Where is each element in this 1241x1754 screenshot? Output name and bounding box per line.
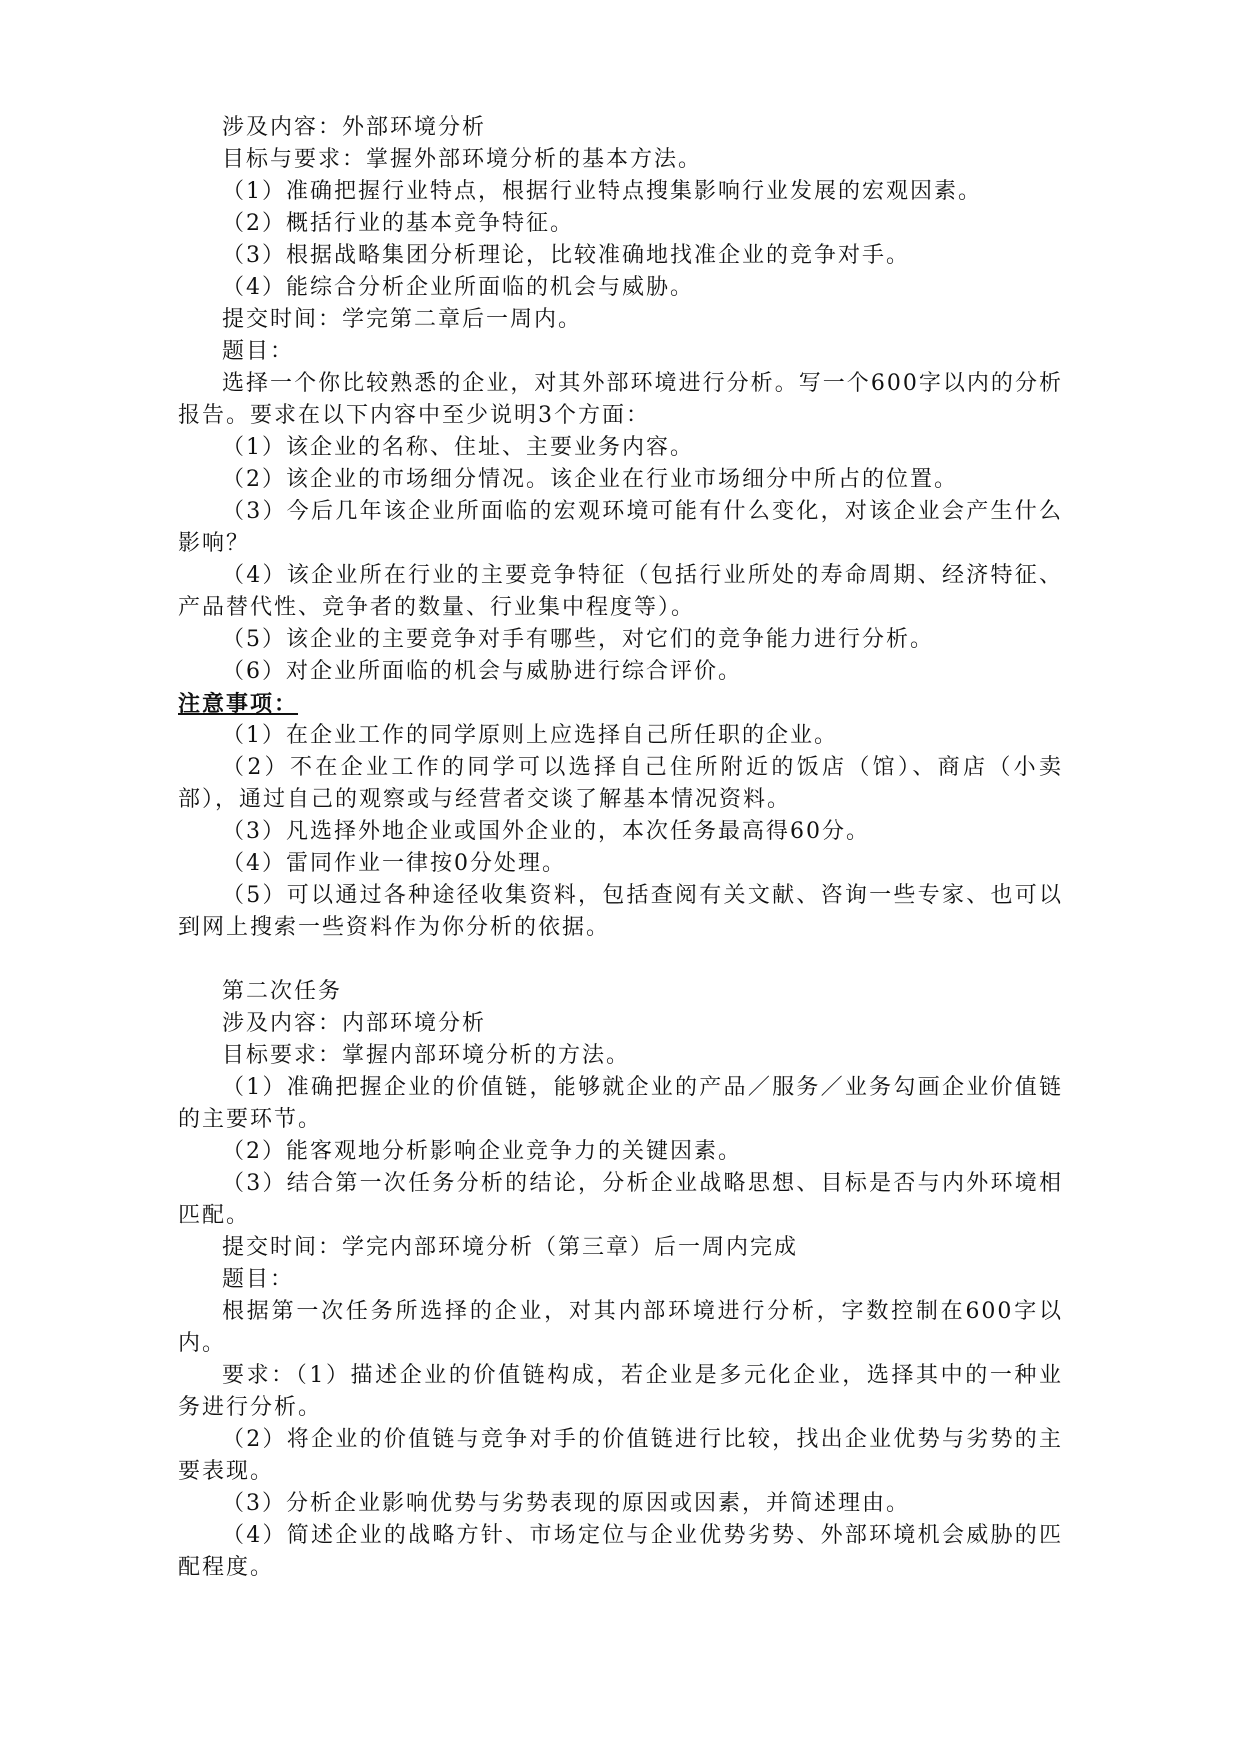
notice-item: （2）不在企业工作的同学可以选择自己住所附近的饭店（馆）、商店（小卖部），通过自己的观察或与经营者交谈了解基本情况资料。	[178, 755, 1063, 812]
task1-submit-line: 提交时间：学完第二章后一周内。	[222, 307, 583, 332]
task2-requirement-item: （2）将企业的价值链与竞争对手的价值链进行比较，找出企业优势与劣势的主要表现。	[178, 1427, 1063, 1484]
task1-goal-item: （2）概括行业的基本竞争特征。	[222, 211, 574, 236]
notice-title: 注意事项：	[178, 691, 299, 717]
notice-item: （5）可以通过各种途径收集资料，包括查阅有关文献、咨询一些专家、也可以到网上搜索一些资料作为你分析的依据。	[178, 883, 1063, 940]
task1-goal-item: （1）准确把握行业特点，根据行业特点搜集影响行业发展的宏观因素。	[222, 179, 982, 204]
task1-requirement-item: （2）该企业的市场细分情况。该企业在行业市场细分中所占的位置。	[222, 467, 958, 492]
notice-item: （1）在企业工作的同学原则上应选择自己所任职的企业。	[222, 723, 838, 748]
document-page	[178, 112, 1063, 1584]
task2-goal-item: （2）能客观地分析影响企业竞争力的关键因素。	[222, 1139, 742, 1164]
task1-goal-item: （3）根据战略集团分析理论，比较准确地找准企业的竞争对手。	[222, 243, 910, 268]
task1-topic-text: 选择一个你比较熟悉的企业，对其外部环境进行分析。写一个600字以内的分析报告。要求在以下内容中至少说明3个方面：	[178, 371, 1063, 428]
task2-content-line: 涉及内容：内部环境分析	[222, 1011, 487, 1036]
task2-requirement-item: （3）分析企业影响优势与劣势表现的原因或因素，并简述理由。	[222, 1491, 910, 1516]
task1-requirement-item: （5）该企业的主要竞争对手有哪些，对它们的竞争能力进行分析。	[222, 627, 934, 652]
task1-requirement-item: （3）今后几年该企业所面临的宏观环境可能有什么变化，对该企业会产生什么影响？	[178, 499, 1063, 556]
notice-item: （3）凡选择外地企业或国外企业的，本次任务最高得60分。	[222, 819, 870, 844]
task2-topic-text: 根据第一次任务所选择的企业，对其内部环境进行分析，字数控制在600字以内。	[178, 1299, 1063, 1356]
task2-title: 第二次任务	[222, 979, 343, 1004]
task1-goal-line: 目标与要求：掌握外部环境分析的基本方法。	[222, 147, 703, 172]
task1-topic-label: 题目：	[222, 339, 295, 364]
task2-goal-item: （3）结合第一次任务分析的结论，分析企业战略思想、目标是否与内外环境相匹配。	[178, 1171, 1063, 1228]
notice-item: （4）雷同作业一律按0分处理。	[222, 851, 566, 876]
section-spacer	[178, 944, 1063, 976]
task1-requirement-item: （1）该企业的名称、住址、主要业务内容。	[222, 435, 694, 460]
task2-goal-line: 目标要求：掌握内部环境分析的方法。	[222, 1043, 631, 1068]
task1-goal-item: （4）能综合分析企业所面临的机会与威胁。	[222, 275, 694, 300]
task1-requirement-item: （4）该企业所在行业的主要竞争特征（包括行业所处的寿命周期、经济特征、产品替代性、竞争者的数量、行业集中程度等）。	[178, 563, 1063, 620]
task2-requirement-item: （4）简述企业的战略方针、市场定位与企业优势劣势、外部环境机会威胁的匹配程度。	[178, 1523, 1063, 1580]
task2-topic-label: 题目：	[222, 1267, 295, 1292]
task1-content-line: 涉及内容：外部环境分析	[222, 115, 487, 140]
task1-requirement-item: （6）对企业所面临的机会与威胁进行综合评价。	[222, 659, 742, 684]
task2-requirement-first: 要求：（1）描述企业的价值链构成，若企业是多元化企业，选择其中的一种业务进行分析。	[178, 1363, 1063, 1420]
task2-goal-item: （1）准确把握企业的价值链，能够就企业的产品／服务／业务勾画企业价值链的主要环节。	[178, 1075, 1063, 1132]
task2-submit-line: 提交时间：学完内部环境分析（第三章）后一周内完成	[222, 1235, 799, 1260]
